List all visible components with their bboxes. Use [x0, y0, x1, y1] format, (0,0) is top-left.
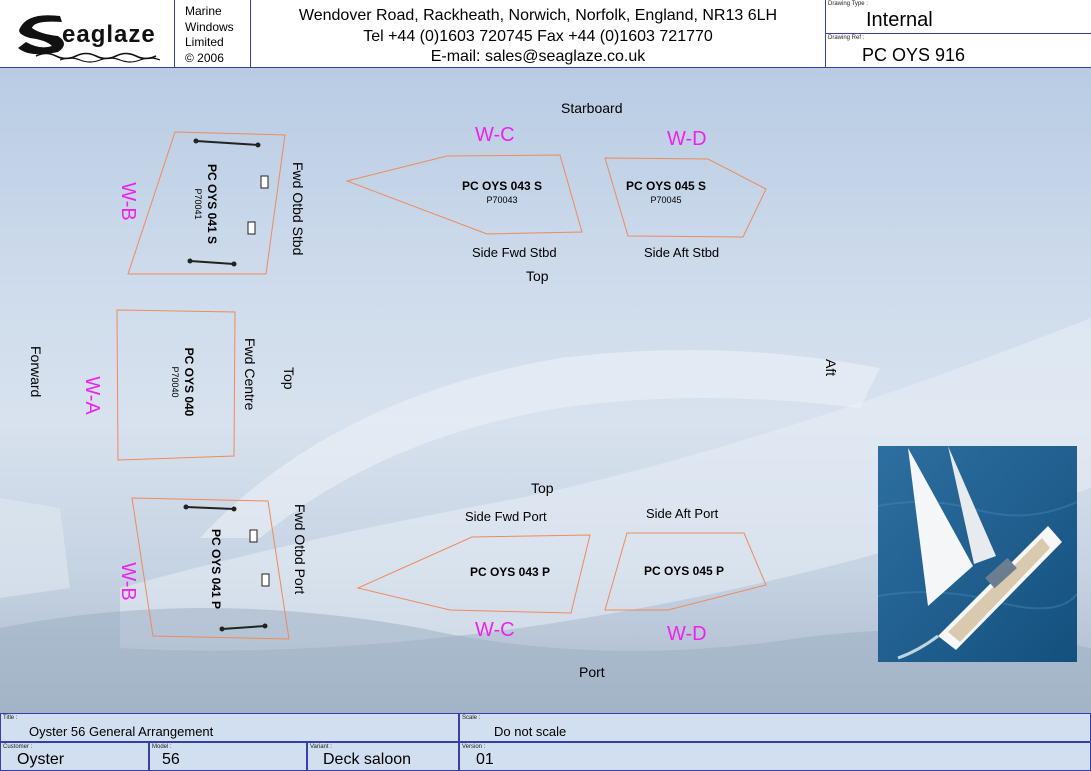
- panel-side-label-wa: Fwd Centre: [242, 338, 258, 411]
- starboard-label: Starboard: [561, 100, 623, 116]
- panel-tag-wd-port: W-D: [667, 623, 707, 645]
- company-line: Marine: [185, 4, 222, 18]
- company-line: Limited: [185, 35, 224, 49]
- panel-tag-wc-port: W-C: [475, 619, 515, 641]
- part-number: PC OYS 040: [182, 347, 196, 417]
- hinge-fixings-port: [184, 505, 269, 631]
- part-number: PC OYS 045 P: [643, 564, 725, 578]
- customer-value: Oyster: [17, 751, 65, 768]
- panel-side-label-wd-stbd: Side Aft Stbd: [644, 245, 720, 260]
- part-ref: P70041: [193, 188, 203, 220]
- panel-tag-wb-port: W-B: [116, 562, 139, 601]
- panel-label-wb-port: [209, 519, 223, 619]
- panel-tag-wc-stbd: W-C: [475, 124, 515, 146]
- svg-text:eaglaze: eaglaze: [62, 21, 156, 48]
- variant-value: Deck saloon: [323, 751, 412, 768]
- company-line: © 2006: [185, 50, 224, 65]
- phone-line: Tel +44 (0)1603 720745 Fax +44 (0)1603 721770: [363, 27, 713, 45]
- model-value: 56: [162, 751, 180, 768]
- panel-side-label-wb-stbd: Fwd Otbd Stbd: [290, 162, 306, 256]
- panel-tag-wd-stbd: W-D: [667, 128, 707, 150]
- port-label: Port: [579, 664, 605, 680]
- part-ref: P70040: [170, 366, 180, 398]
- address-line: Wendover Road, Rackheath, Norwich, Norfolk, England, NR13 6LH: [298, 7, 778, 24]
- panel-label-wd-port: [634, 564, 734, 578]
- company-name: [175, 0, 251, 68]
- panel-label-wc-port: [460, 565, 560, 579]
- panel-side-label-wb-port: Fwd Otbd Port: [292, 504, 308, 595]
- panel-side-label-wc-port: Side Fwd Port: [465, 509, 547, 524]
- aft-label: Aft: [823, 359, 839, 377]
- top-label-lower: Top: [531, 480, 554, 496]
- email-line: E-mail: sales@seaglaze.co.uk: [430, 48, 646, 65]
- company-line: Windows: [185, 19, 234, 34]
- drawing-area: [0, 68, 1091, 713]
- drawing-ref-label: Drawing Ref :: [828, 35, 865, 41]
- part-number: PC OYS 043 P: [469, 565, 551, 579]
- panel-tag-wb-stbd: W-B: [116, 182, 139, 221]
- scale-value: Do not scale: [494, 724, 567, 739]
- part-ref: P70045: [650, 195, 682, 205]
- forward-label: Forward: [28, 346, 44, 398]
- part-number: PC OYS 041 S: [205, 163, 219, 245]
- panel-label-wb-stbd: [191, 154, 219, 254]
- panel-label-wa: [168, 332, 196, 432]
- variant-label: Variant :: [310, 744, 332, 750]
- scale-cell: [459, 713, 1091, 742]
- company-address: [251, 0, 826, 68]
- version-value: 01: [476, 751, 494, 768]
- drawing-type-value: Internal: [866, 9, 933, 31]
- top-label-upper: Top: [526, 268, 549, 284]
- panel-side-label-wd-port: Side Aft Port: [646, 506, 719, 521]
- title-label: Title :: [3, 715, 18, 721]
- drawing-type-label: Drawing Type :: [828, 1, 868, 7]
- part-number: PC OYS 045 S: [625, 179, 707, 193]
- title-value: Oyster 56 General Arrangement: [29, 724, 214, 739]
- scale-label: Scale :: [462, 715, 481, 721]
- customer-label: Customer :: [3, 744, 33, 750]
- drawing-ref-cell: [826, 34, 1091, 68]
- model-cell: [149, 742, 307, 771]
- seaglaze-logo: [0, 0, 175, 68]
- drawing-type-cell: [826, 0, 1091, 34]
- variant-cell: [307, 742, 459, 771]
- drawing-ref-value: PC OYS 916: [862, 45, 966, 65]
- panel-tag-wa: W-A: [80, 376, 103, 415]
- panel-label-wd-stbd: [616, 179, 716, 207]
- version-label: Version :: [462, 744, 486, 750]
- part-number: PC OYS 043 S: [461, 179, 543, 193]
- panel-top-label-wa: Top: [281, 367, 297, 390]
- logo-box: [0, 0, 175, 68]
- title-cell: [0, 713, 459, 742]
- customer-cell: [0, 742, 149, 771]
- part-number: PC OYS 041 P: [209, 528, 223, 610]
- part-ref: P70043: [486, 195, 518, 205]
- version-cell: [459, 742, 1091, 771]
- panel-label-wc-stbd: [452, 179, 552, 207]
- model-label: Model :: [152, 744, 172, 750]
- yacht-photo: [878, 446, 1077, 662]
- panel-side-label-wc-stbd: Side Fwd Stbd: [472, 245, 557, 260]
